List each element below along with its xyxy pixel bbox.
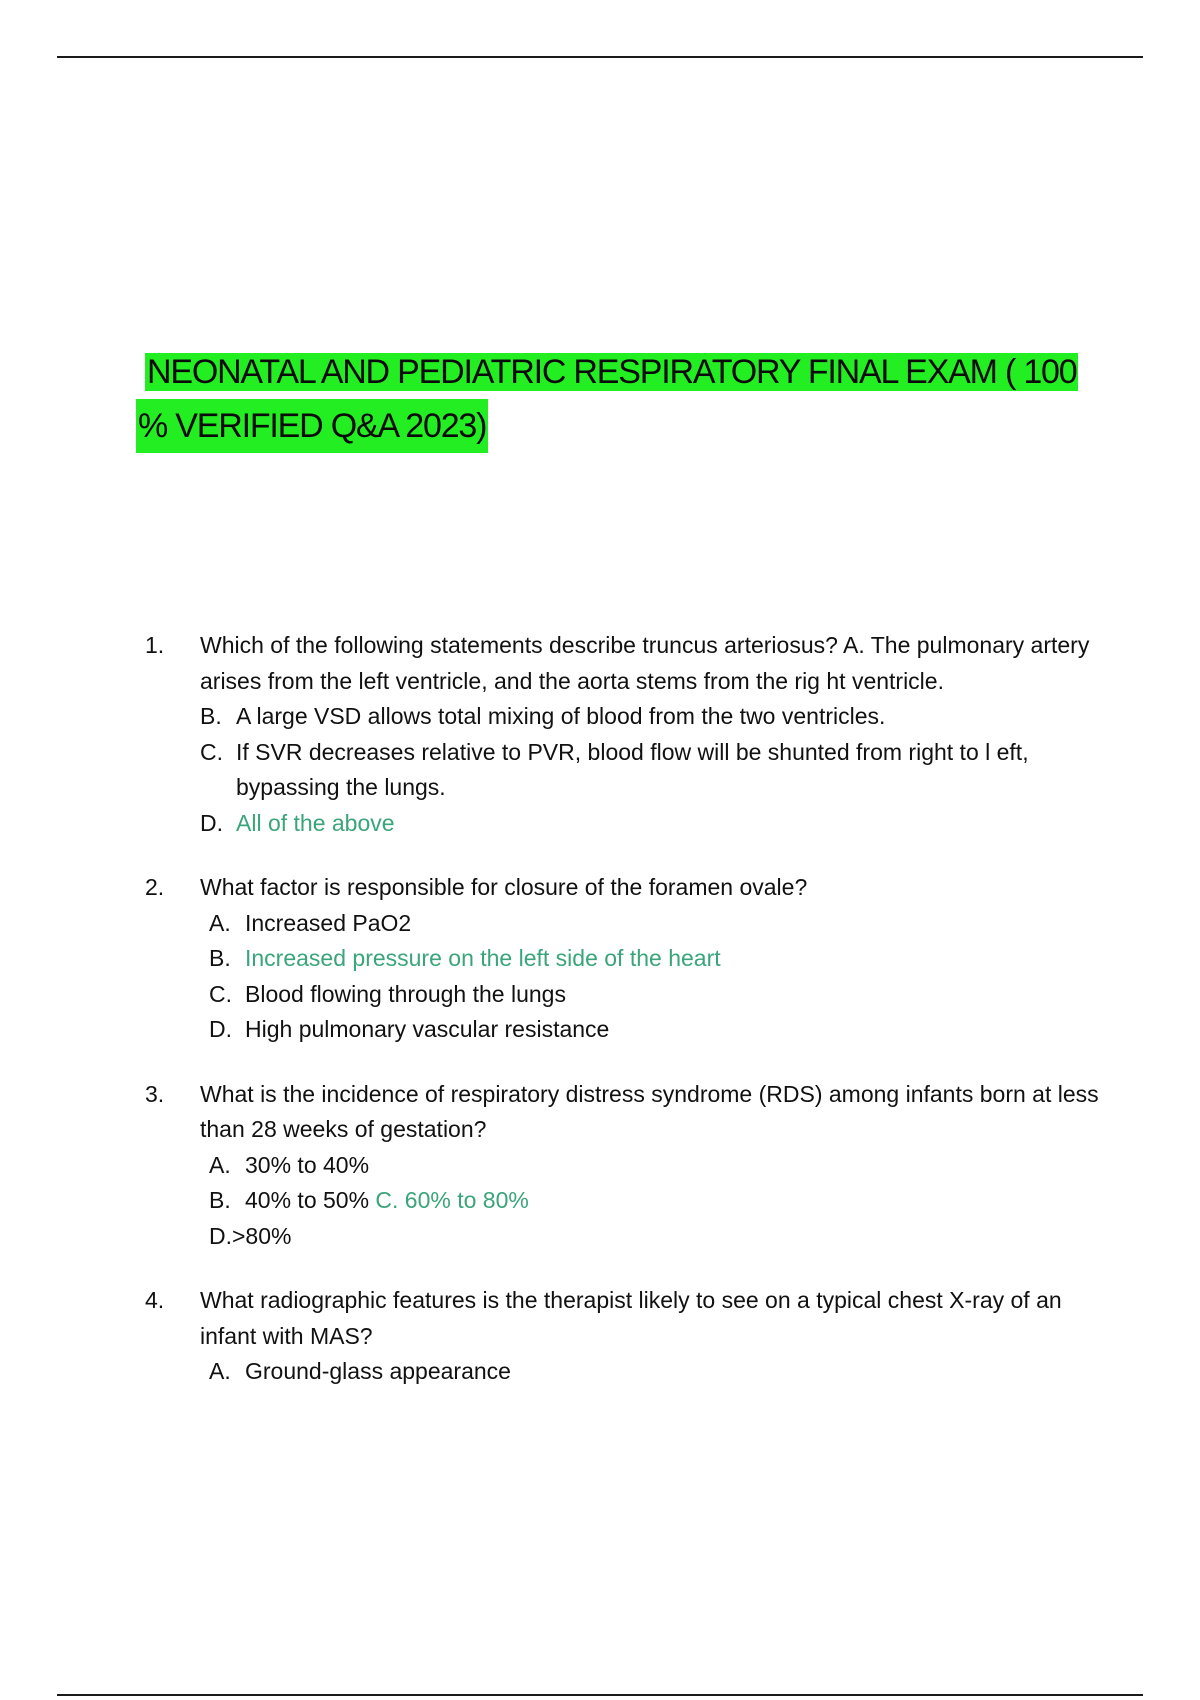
question-number: 4. [145, 1287, 165, 1313]
option-text: >80% [232, 1222, 292, 1249]
correct-answer-text: Increased pressure on the left side of the heart [245, 945, 721, 971]
option-text: High pulmonary vascular resistance [245, 1016, 610, 1042]
question-2 [145, 870, 1105, 1048]
option-d [209, 1219, 1105, 1255]
option-letter: A. [209, 1358, 231, 1384]
option-b [209, 1183, 1105, 1219]
question-stem: What radiographic features is the therapist likely to see on a typical chest X-ray of an infant with MAS? [200, 1287, 1062, 1349]
document-title [138, 345, 1095, 453]
option-letter: D. [209, 1016, 232, 1042]
option-c [200, 735, 1105, 806]
question-number: 2. [145, 874, 165, 900]
option-letter: B. [200, 703, 222, 729]
question-4 [145, 1283, 1105, 1390]
option-c [209, 977, 1105, 1013]
option-letter: A. [209, 909, 231, 936]
option-letter: B. [209, 945, 231, 971]
top-rule [57, 56, 1143, 58]
option-a [209, 1354, 1105, 1390]
option-a [209, 1148, 1105, 1184]
option-text: If SVR decreases relative to PVR, blood flow will be shunted from right to l eft, bypassing the lungs. [236, 738, 1029, 800]
option-text: Increased PaO2 [245, 909, 412, 936]
correct-answer-text: All of the above [236, 809, 395, 836]
title-line-1: NEONATAL AND PEDIATRIC RESPIRATORY FINAL EXAM ( 100 [147, 353, 1077, 391]
option-a [209, 906, 1105, 942]
question-stem: Which of the following statements describe truncus arteriosus? A. The pulmonary artery arises from the left ventricle, and the aorta stems from the rig ht ventricle. [200, 632, 1090, 694]
option-text: 30% to 40% [245, 1151, 370, 1178]
correct-answer-text: C. 60% to 80% [375, 1187, 529, 1213]
question-stem: What is the incidence of respiratory distress syndrome (RDS) among infants born at less than 28 weeks of gestation? [200, 1080, 1099, 1142]
question-number: 1. [145, 632, 165, 658]
option-text: Ground-glass appearance [245, 1358, 511, 1384]
option-d [209, 1012, 1105, 1048]
title-line-2: % VERIFIED Q&A 2023) [136, 399, 488, 453]
question-list [145, 628, 1105, 1419]
question-stem: What factor is responsible for closure of the foramen ovale? [200, 874, 808, 900]
option-d [200, 806, 1105, 842]
option-b [200, 699, 1105, 735]
option-letter: D. [200, 809, 223, 836]
option-letter: C. [200, 738, 223, 765]
question-3 [145, 1077, 1105, 1255]
bottom-rule [57, 1694, 1143, 1696]
option-b [209, 941, 1105, 977]
option-text: 40% to 50% [245, 1187, 370, 1213]
option-letter: B. [209, 1187, 231, 1213]
option-letter: A. [209, 1151, 231, 1178]
question-number: 3. [145, 1080, 165, 1107]
option-text: Blood flowing through the lungs [245, 980, 566, 1007]
question-1 [145, 628, 1105, 841]
option-text: A large VSD allows total mixing of blood from the two ventricles. [236, 703, 886, 729]
option-letter: C. [209, 980, 232, 1007]
option-letter: D. [209, 1222, 232, 1249]
